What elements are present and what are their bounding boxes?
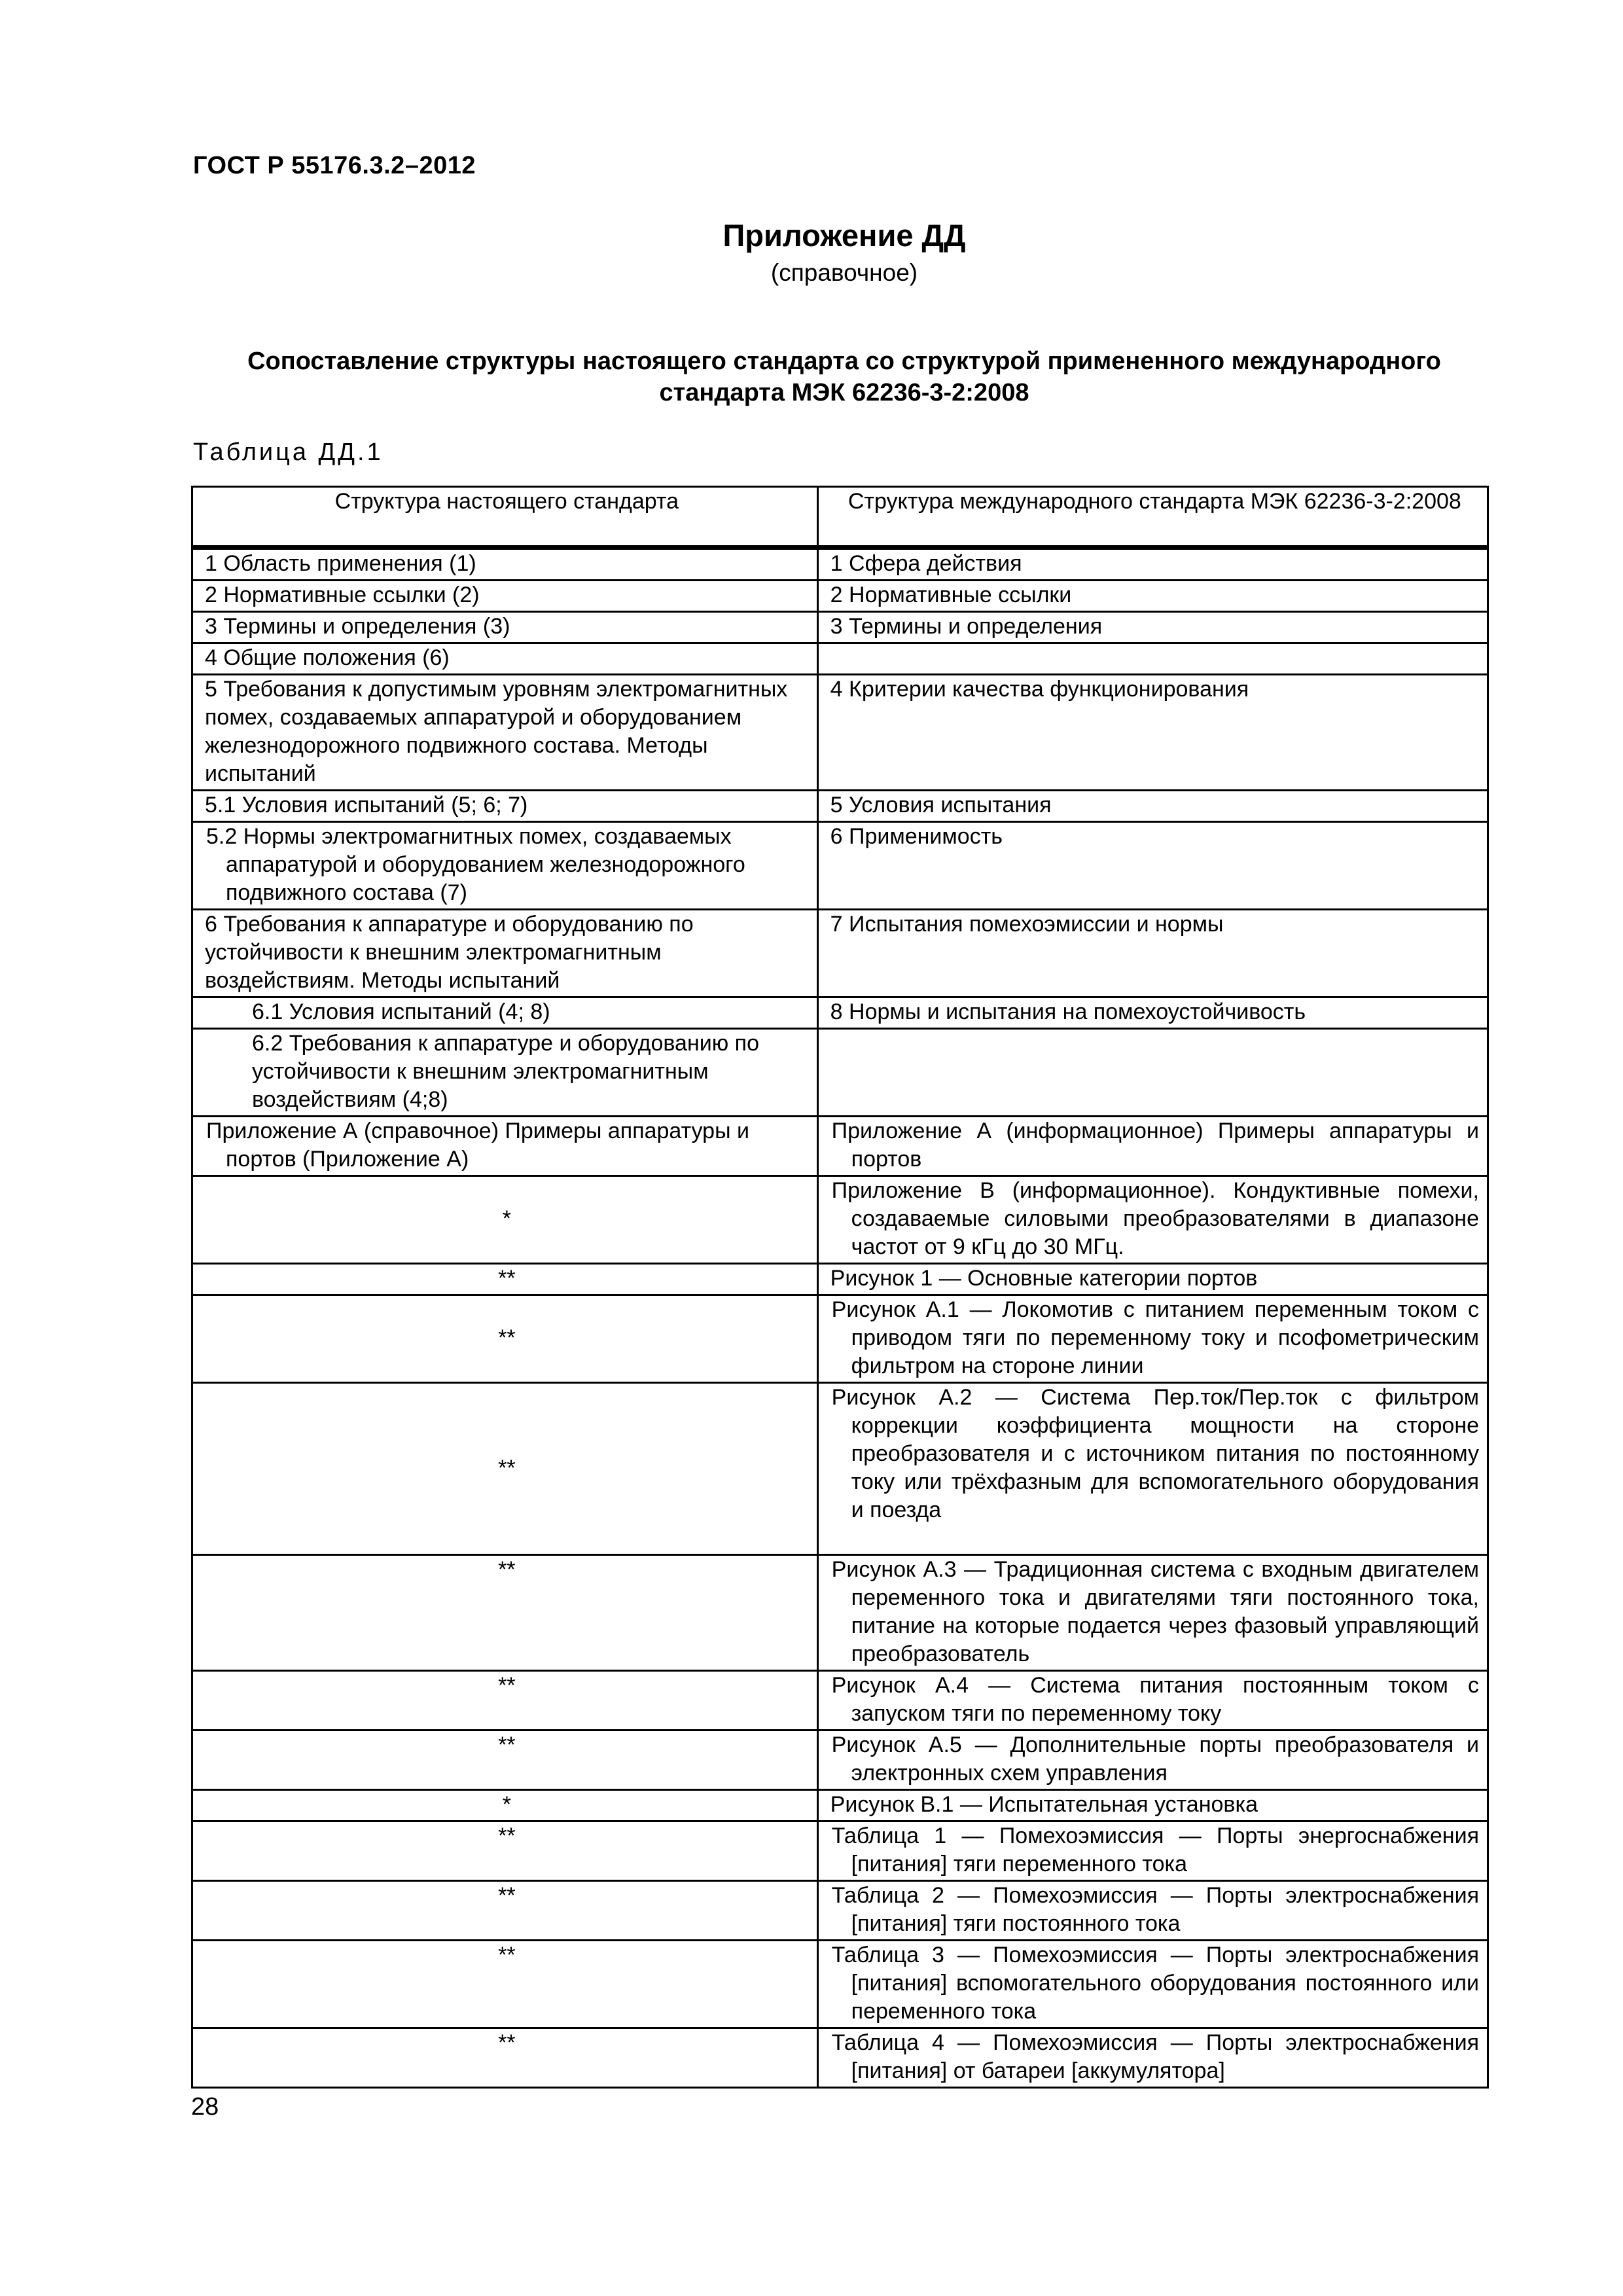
table-row (192, 791, 1488, 822)
appendix-subtitle: (справочное) (770, 259, 918, 286)
cell-international: Рисунок А.1 — Локомотив с питанием переменным током с приводом тяги по переменному току и псофометрическим фильтром на стороне линии (817, 1295, 1488, 1383)
cell-international: Таблица 1 — Помехоэмиссия — Порты энергоснабжения [питания] тяги переменного тока (817, 1821, 1488, 1881)
cell-international: 7 Испытания помехоэмиссии и нормы (817, 910, 1488, 997)
table-row (192, 1731, 1488, 1790)
cell-national: 4 Общие положения (6) (192, 643, 818, 675)
cell-national: Приложение А (справочное) Примеры аппаратуры и портов (Приложение А) (192, 1117, 818, 1176)
column-header-international: Структура международного стандарта МЭК 62236-3-2:2008 (817, 487, 1488, 548)
cell-national: ** (192, 1264, 818, 1295)
cell-national: 1 Область применения (1) (192, 548, 818, 581)
cell-national: * (192, 1176, 818, 1264)
section-heading: Сопоставление структуры настоящего стандарта со структурой примененного международного стандарта МЭК 62236-3-2:2008 (247, 348, 1441, 406)
cell-international: Рисунок А.3 — Традиционная система с входным двигателем переменного тока и двигателями тяги постоянного тока, питание на которые подается через фазовый управляющий преобразователь (817, 1555, 1488, 1671)
cell-national: ** (192, 1941, 818, 2028)
table-row (192, 1555, 1488, 1671)
page-number: 28 (191, 2093, 219, 2121)
cell-international: Рисунок А.4 — Система питания постоянным током с запуском тяги по переменному току (817, 1671, 1488, 1731)
cell-national: 5.1 Условия испытаний (5; 6; 7) (192, 791, 818, 822)
cell-international: Рисунок А.2 — Система Пер.ток/Пер.ток с фильтром коррекции коэффициента мощности на стороне преобразователя и с источником питания по постоянному току или трёхфазным для вспомогательного оборудования и поезда (817, 1383, 1488, 1555)
cell-national: ** (192, 1821, 818, 1881)
appendix-title: Приложение ДД (722, 218, 966, 253)
table-row (192, 1941, 1488, 2028)
cell-national: ** (192, 1383, 818, 1555)
table-row (192, 1264, 1488, 1295)
table-row (192, 1295, 1488, 1383)
cell-international: 4 Критерии качества функционирования (817, 675, 1488, 791)
table-row (192, 1383, 1488, 1555)
cell-international: Таблица 4 — Помехоэмиссия — Порты электроснабжения [питания] от батареи [аккумулятора] (817, 2028, 1488, 2088)
table-row (192, 2028, 1488, 2088)
cell-national: 6 Требования к аппаратуре и оборудованию по устойчивости к внешним электромагнитным воздействиям. Методы испытаний (192, 910, 818, 997)
cell-national: 3 Термины и определения (3) (192, 612, 818, 643)
table-row (192, 675, 1488, 791)
cell-national: 5.2 Нормы электромагнитных помех, создаваемых аппаратурой и оборудованием железнодорожного подвижного состава (7) (192, 822, 818, 910)
cell-international: 6 Применимость (817, 822, 1488, 910)
comparison-table (191, 486, 1489, 2089)
cell-national: 2 Нормативные ссылки (2) (192, 581, 818, 612)
table-row (192, 1117, 1488, 1176)
table-row (192, 1176, 1488, 1264)
cell-national: 6.2 Требования к аппаратуре и оборудованию по устойчивости к внешним электромагнитным воздействиям (4;8) (192, 1029, 818, 1117)
table-row (192, 548, 1488, 581)
cell-international (817, 1029, 1488, 1117)
cell-international: 8 Нормы и испытания на помехоустойчивость (817, 997, 1488, 1029)
cell-national: 5 Требования к допустимым уровням электромагнитных помех, создаваемых аппаратурой и оборудованием железнодорожного подвижного состава. Методы испытаний (192, 675, 818, 791)
cell-national: ** (192, 2028, 818, 2088)
table-row (192, 1881, 1488, 1941)
cell-international: 5 Условия испытания (817, 791, 1488, 822)
cell-international (817, 643, 1488, 675)
cell-international: 1 Сфера действия (817, 548, 1488, 581)
document-code: ГОСТ Р 55176.3.2–2012 (193, 152, 476, 179)
cell-national: * (192, 1790, 818, 1821)
cell-international: Таблица 2 — Помехоэмиссия — Порты электроснабжения [питания] тяги постоянного тока (817, 1881, 1488, 1941)
table-row (192, 997, 1488, 1029)
table-row (192, 1790, 1488, 1821)
cell-international: Рисунок 1 — Основные категории портов (817, 1264, 1488, 1295)
cell-international: Таблица 3 — Помехоэмиссия — Порты электроснабжения [питания] вспомогательного оборудования постоянного или переменного тока (817, 1941, 1488, 2028)
cell-international: Приложение В (информационное). Кондуктивные помехи, создаваемые силовыми преобразователями в диапазоне частот от 9 кГц до 30 МГц. (817, 1176, 1488, 1264)
table-caption: Таблица ДД.1 (193, 439, 383, 466)
table-row (192, 910, 1488, 997)
column-header-national: Структура настоящего стандарта (192, 487, 818, 548)
cell-international: Рисунок В.1 — Испытательная установка (817, 1790, 1488, 1821)
cell-international: Приложение А (информационное) Примеры аппаратуры и портов (817, 1117, 1488, 1176)
cell-national: ** (192, 1731, 818, 1790)
table-row (192, 643, 1488, 675)
cell-international: Рисунок А.5 — Дополнительные порты преобразователя и электронных схем управления (817, 1731, 1488, 1790)
cell-national: ** (192, 1295, 818, 1383)
table-row (192, 822, 1488, 910)
table-row (192, 581, 1488, 612)
cell-national: ** (192, 1881, 818, 1941)
cell-national: 6.1 Условия испытаний (4; 8) (192, 997, 818, 1029)
table-header-row (192, 487, 1488, 548)
cell-national: ** (192, 1555, 818, 1671)
table-row (192, 1821, 1488, 1881)
table-row (192, 1029, 1488, 1117)
cell-national: ** (192, 1671, 818, 1731)
cell-international: 3 Термины и определения (817, 612, 1488, 643)
cell-international: 2 Нормативные ссылки (817, 581, 1488, 612)
table-row (192, 1671, 1488, 1731)
table-row (192, 612, 1488, 643)
